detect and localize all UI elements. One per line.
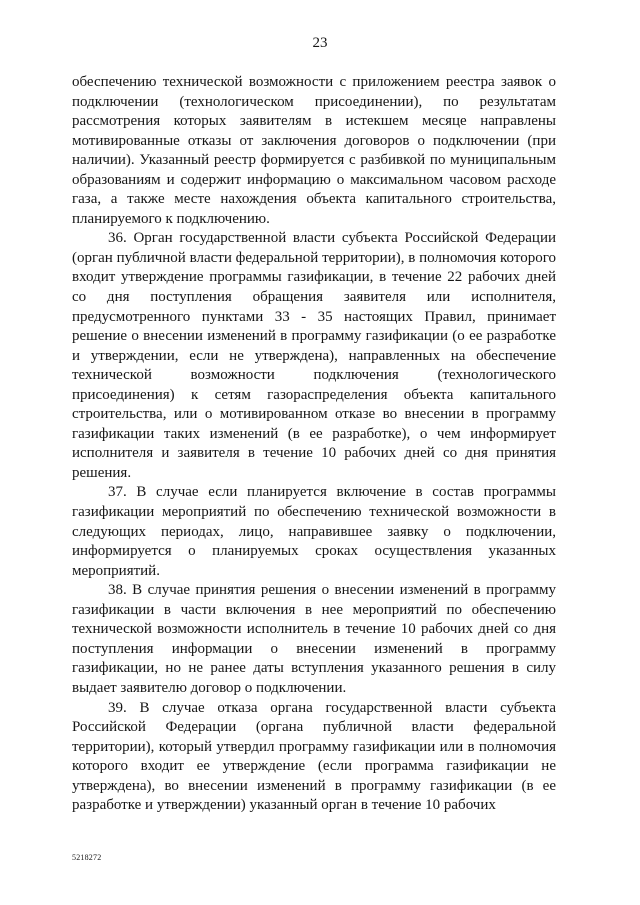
document-body <box>72 73 556 816</box>
paragraph-37: 37. В случае если планируется включение в состав программы газификации мероприятий по обеспечению технической возможности в следующих периодах, лицо, направившее заявку о подключении, информируется о планируемых сроках осуществления указанных мероприятий. <box>72 484 556 579</box>
page-number: 23 <box>312 35 328 51</box>
paragraph-38: 38. В случае принятия решения о внесении изменений в программу газификации в части включения в нее мероприятий по обеспечению технической возможности исполнитель в течение 10 рабочих дней со дня поступления информации о внесении изменений в программу газификации, но не ранее даты вступления указанного решения в силу выдает заявителю договор о подключении. <box>72 582 556 696</box>
paragraph-continuation: обеспечению технической возможности с приложением реестра заявок о подключении (технологическом присоединении), по результатам рассмотрения которых заявителям в истекшем месяце направлены мотивированные отказы от заключения договоров о подключении (при наличии). Указанный реестр формируется с разбивкой по муниципальным образованиям и содержит информацию о максимальном часовом расходе газа, а также месте нахождения объекта капитального строительства, планируемого к подключению. <box>72 74 556 227</box>
paragraph-36: 36. Орган государственной власти субъекта Российской Федерации (орган публичной власти федеральной территории), в полномочия которого входит утверждение программы газификации, в течение 22 рабочих дней со дня поступления обращения заявителя или исполнителя, предусмотренного пунктами 33 - 35 настоящих Правил, принимает решение о внесении изменений в программу газификации (о ее разработке и утверждении, если не утверждена), направленных на обеспечение технической возможности подключения (технологического присоединения) к сетям газораспределения объекта капитального строительства, или о мотивированном отказе во внесении в программу газификации таких изменений (в ее разработке), о чем информирует исполнителя и заявителя в течение 10 рабочих дней со дня принятия решения. <box>72 230 556 481</box>
document-code: 5218272 <box>72 853 102 862</box>
paragraph-39: 39. В случае отказа органа государственной власти субъекта Российской Федерации (органа публичной власти федеральной территории), который утвердил программу газификации или в полномочия которого входит ее утверждение (если программа газификации не утверждена), во внесении изменений в программу газификации (в ее разработке и утверждении) указанный орган в течение 10 рабочих <box>72 699 556 814</box>
